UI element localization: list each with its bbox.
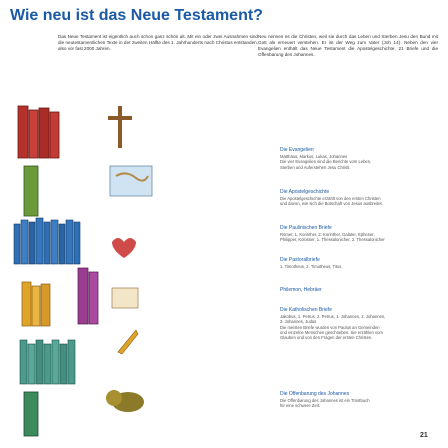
category-line: Die meisten Briefe wurden von Paulus an Gemeinden xyxy=(280,324,380,330)
map-icon xyxy=(110,166,152,196)
category-heading: Die Katholischen Briefe xyxy=(280,307,332,313)
category-pauline xyxy=(280,226,440,243)
cross-icon xyxy=(108,106,132,148)
category-line: Jakobus, 1. Petrus, 2. Petrus, 1. Johannes, 2. Johannes, xyxy=(280,314,386,320)
category-heading: Die Evangelien xyxy=(280,147,314,153)
catholic-books xyxy=(20,340,75,384)
pastoral-books xyxy=(22,282,50,326)
lion-icon xyxy=(106,390,144,412)
category-heading: Die Offenbarung des Johannes xyxy=(280,391,350,397)
letter-scroll-icon xyxy=(112,288,138,308)
category-gospels xyxy=(280,148,440,170)
category-line: Die Offenbarung des Johannes ist ein Trostbuch xyxy=(280,398,370,404)
category-heading: Die Paulinischen Briefe xyxy=(280,225,332,231)
category-revelation xyxy=(280,392,440,409)
intro-left-text: Das Neue Testament ist eigentlich auch schon ganz schön alt. Mit ein oder zwei Ausnahmen sind die neutestamentlichen Texte in der zweiten Hälfte des 1. Jahrhunderts nach Christus entstanden, also vor fast 2000 Jahren. xyxy=(58,34,258,51)
category-catholic xyxy=(280,308,440,340)
philemon-books xyxy=(78,268,98,324)
page-title: Wie neu ist das Neue Testament? xyxy=(10,7,263,24)
category-line: Römer, 1. Korinther, 2. Korinther, Galater, Epheser, xyxy=(280,232,375,238)
category-line: und davon, wie sich die Botschaft von Jesus ausbreitet. xyxy=(280,201,383,207)
category-line: Philipper, Kolosser, 1. Thessalonicher, 2. Thessalonicher xyxy=(280,237,385,243)
category-line: Die Apostelgeschichte erzählt von den ersten Christen xyxy=(280,196,381,202)
category-pastoral xyxy=(280,258,440,269)
category-line: 3. Johannes, Judas xyxy=(280,319,317,325)
category-heading: Die Pastoralbriefe xyxy=(280,257,320,263)
category-acts xyxy=(280,190,440,207)
category-heading: Philemon, Hebräer xyxy=(280,287,322,293)
category-line: für eine schwere Zeit. xyxy=(280,403,321,409)
revelation-book xyxy=(24,392,38,436)
intro-right-text: Neu nennen es die Christen, weil sie durch das Leben und Sterben Jesu den Bund mit Gott als erneuert verstehen. Er ist der Weg zum Vater (Joh 14). Neben den vier Evangelien enthält das Neue Testament die Apostelgeschichte, 21 Briefe und die Offenbarung des Johannes. xyxy=(258,34,438,57)
category-line: Matthäus, Markus, Lukas, Johannes xyxy=(280,154,348,160)
category-line: und einzelne Menschen geschrieben. Sie erzählen vom xyxy=(280,329,383,335)
category-heading: Die Apostelgeschichte xyxy=(280,189,330,195)
quill-icon xyxy=(118,330,138,354)
category-philemon xyxy=(280,288,440,294)
pauline-books xyxy=(14,218,80,264)
category-line: Sterben und Auferstehen Jesu Christi. xyxy=(280,164,351,170)
heart-arrow-icon xyxy=(112,238,136,258)
acts-book xyxy=(24,166,38,216)
category-line: Die vier Evangelien sind die Berichte vom Leben, xyxy=(280,159,372,165)
gospels-books xyxy=(18,106,59,158)
category-line: Glauben und von den Fragen der ersten Christen. xyxy=(280,335,373,341)
page-number: 21 xyxy=(420,432,428,439)
category-line: 1. Timotheus, 2. Timotheus, Titus xyxy=(280,264,342,270)
